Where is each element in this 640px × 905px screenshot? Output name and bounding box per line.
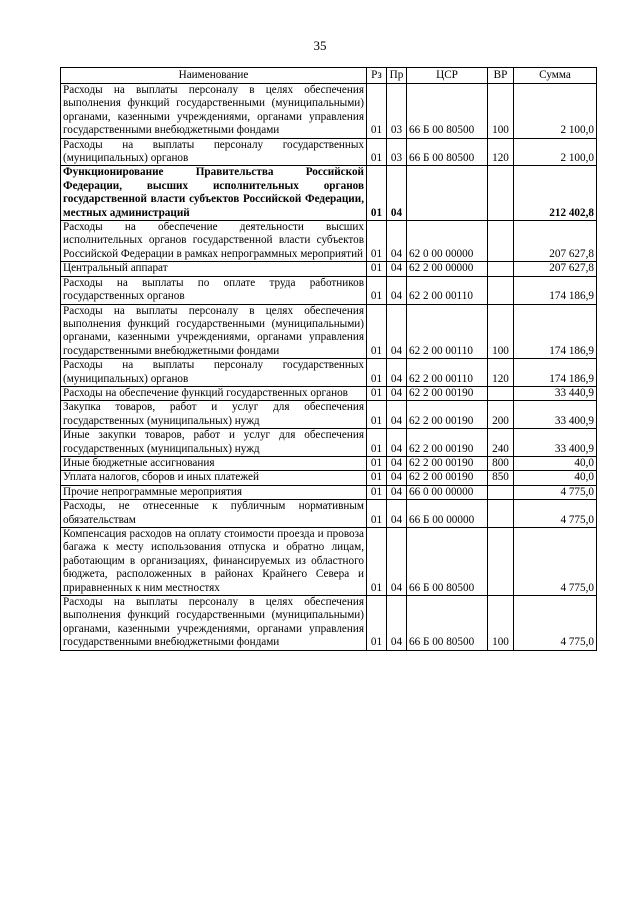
cell-csr: 62 2 00 00000 xyxy=(407,262,488,276)
cell-vr: 240 xyxy=(488,429,514,457)
cell-name: Расходы на выплаты по оплате труда работников государственных органов xyxy=(61,276,367,304)
cell-name: Расходы на выплаты персоналу государственных (муниципальных) органов xyxy=(61,138,367,166)
cell-name: Компенсация расходов на оплату стоимости проезда и провоза багажа к месту использования отпуска и обратно лицам, работающим в организациях, финансируемых из областного бюджета, расположенных в районах Крайнего Севера и приравненных к ним местностях xyxy=(61,528,367,596)
cell-csr: 62 2 00 00190 xyxy=(407,429,488,457)
table-row xyxy=(61,485,597,499)
header-name: Наименование xyxy=(61,68,367,84)
cell-csr: 62 2 00 00190 xyxy=(407,456,488,470)
cell-csr: 62 0 00 00000 xyxy=(407,221,488,262)
cell-sum: 207 627,8 xyxy=(514,221,597,262)
cell-pr: 04 xyxy=(387,401,407,429)
cell-rz: 01 xyxy=(367,401,387,429)
cell-rz: 01 xyxy=(367,429,387,457)
table-row xyxy=(61,456,597,470)
cell-vr: 120 xyxy=(488,359,514,387)
budget-table xyxy=(60,67,597,651)
table-header-row xyxy=(61,68,597,84)
cell-pr: 04 xyxy=(387,471,407,485)
table-row xyxy=(61,138,597,166)
cell-pr: 03 xyxy=(387,84,407,139)
table-row xyxy=(61,500,597,528)
cell-rz: 01 xyxy=(367,359,387,387)
cell-pr: 04 xyxy=(387,166,407,221)
cell-sum: 4 775,0 xyxy=(514,500,597,528)
cell-vr xyxy=(488,221,514,262)
cell-sum: 207 627,8 xyxy=(514,262,597,276)
cell-pr: 04 xyxy=(387,500,407,528)
cell-csr: 62 2 00 00110 xyxy=(407,276,488,304)
cell-sum: 4 775,0 xyxy=(514,528,597,596)
cell-pr: 04 xyxy=(387,221,407,262)
header-vr: ВР xyxy=(488,68,514,84)
cell-vr: 100 xyxy=(488,596,514,651)
cell-name: Функционирование Правительства Российской Федерации, высших исполнительных органов государственной власти субъектов Российской Федерации, местных администраций xyxy=(61,166,367,221)
cell-csr: 66 Б 00 80500 xyxy=(407,138,488,166)
cell-name: Расходы на выплаты персоналу государственных (муниципальных) органов xyxy=(61,359,367,387)
cell-csr: 62 2 00 00110 xyxy=(407,359,488,387)
cell-rz: 01 xyxy=(367,276,387,304)
cell-pr: 03 xyxy=(387,138,407,166)
cell-name: Расходы на выплаты персоналу в целях обеспечения выполнения функций государственными (муниципальными) органами, казенными учреждениями, органами управления государственными внебюджетными фондами xyxy=(61,84,367,139)
header-pr: Пр xyxy=(387,68,407,84)
cell-name: Иные бюджетные ассигнования xyxy=(61,456,367,470)
cell-rz: 01 xyxy=(367,304,387,359)
cell-vr xyxy=(488,386,514,400)
cell-sum: 174 186,9 xyxy=(514,304,597,359)
cell-rz: 01 xyxy=(367,262,387,276)
table-row xyxy=(61,304,597,359)
cell-rz: 01 xyxy=(367,500,387,528)
cell-csr: 66 0 00 00000 xyxy=(407,485,488,499)
cell-csr: 62 2 00 00190 xyxy=(407,401,488,429)
header-csr: ЦСР xyxy=(407,68,488,84)
cell-name: Уплата налогов, сборов и иных платежей xyxy=(61,471,367,485)
cell-pr: 04 xyxy=(387,304,407,359)
cell-csr: 66 Б 00 80500 xyxy=(407,84,488,139)
cell-vr xyxy=(488,500,514,528)
cell-name: Расходы на выплаты персоналу в целях обеспечения выполнения функций государственными (муниципальными) органами, казенными учреждениями, органами управления государственными внебюджетными фондами xyxy=(61,304,367,359)
table-row xyxy=(61,262,597,276)
cell-name: Закупка товаров, работ и услуг для обеспечения государственных (муниципальных) нужд xyxy=(61,401,367,429)
cell-rz: 01 xyxy=(367,528,387,596)
table-row xyxy=(61,84,597,139)
table-row xyxy=(61,386,597,400)
cell-name: Расходы на обеспечение деятельности высших исполнительных органов государственной власти субъектов Российской Федерации в рамках непрограммных мероприятий xyxy=(61,221,367,262)
cell-rz: 01 xyxy=(367,471,387,485)
cell-vr: 100 xyxy=(488,84,514,139)
cell-pr: 04 xyxy=(387,262,407,276)
cell-name: Иные закупки товаров, работ и услуг для обеспечения государственных (муниципальных) нужд xyxy=(61,429,367,457)
cell-pr: 04 xyxy=(387,359,407,387)
cell-rz: 01 xyxy=(367,596,387,651)
cell-name: Расходы, не отнесенные к публичным нормативным обязательствам xyxy=(61,500,367,528)
cell-sum: 40,0 xyxy=(514,456,597,470)
cell-rz: 01 xyxy=(367,485,387,499)
cell-csr: 62 2 00 00190 xyxy=(407,471,488,485)
cell-csr: 66 Б 00 00000 xyxy=(407,500,488,528)
cell-pr: 04 xyxy=(387,528,407,596)
cell-sum: 2 100,0 xyxy=(514,84,597,139)
cell-csr: 66 Б 00 80500 xyxy=(407,596,488,651)
cell-pr: 04 xyxy=(387,386,407,400)
cell-name: Расходы на обеспечение функций государственных органов xyxy=(61,386,367,400)
cell-rz: 01 xyxy=(367,386,387,400)
cell-name: Прочие непрограммные мероприятия xyxy=(61,485,367,499)
cell-rz: 01 xyxy=(367,456,387,470)
cell-pr: 04 xyxy=(387,456,407,470)
cell-pr: 04 xyxy=(387,485,407,499)
table-row xyxy=(61,429,597,457)
cell-sum: 174 186,9 xyxy=(514,359,597,387)
header-sum: Сумма xyxy=(514,68,597,84)
cell-rz: 01 xyxy=(367,84,387,139)
cell-csr: 66 Б 00 80500 xyxy=(407,528,488,596)
table-row xyxy=(61,166,597,221)
cell-sum: 33 400,9 xyxy=(514,401,597,429)
table-row xyxy=(61,471,597,485)
cell-sum: 4 775,0 xyxy=(514,485,597,499)
cell-sum: 4 775,0 xyxy=(514,596,597,651)
cell-vr xyxy=(488,166,514,221)
cell-vr xyxy=(488,276,514,304)
cell-sum: 40,0 xyxy=(514,471,597,485)
cell-vr xyxy=(488,485,514,499)
cell-vr: 200 xyxy=(488,401,514,429)
page-number: 35 xyxy=(313,38,327,53)
cell-vr: 120 xyxy=(488,138,514,166)
cell-sum: 2 100,0 xyxy=(514,138,597,166)
cell-pr: 04 xyxy=(387,596,407,651)
table-row xyxy=(61,596,597,651)
cell-vr xyxy=(488,262,514,276)
cell-csr: 62 2 00 00190 xyxy=(407,386,488,400)
cell-name: Центральный аппарат xyxy=(61,262,367,276)
cell-csr: 62 2 00 00110 xyxy=(407,304,488,359)
header-rz: Рз xyxy=(367,68,387,84)
cell-vr: 850 xyxy=(488,471,514,485)
cell-vr: 800 xyxy=(488,456,514,470)
cell-vr: 100 xyxy=(488,304,514,359)
table-row xyxy=(61,276,597,304)
cell-rz: 01 xyxy=(367,221,387,262)
table-row xyxy=(61,221,597,262)
cell-vr xyxy=(488,528,514,596)
table-row xyxy=(61,528,597,596)
cell-sum: 33 440,9 xyxy=(514,386,597,400)
cell-sum: 33 400,9 xyxy=(514,429,597,457)
table-row xyxy=(61,359,597,387)
table-row xyxy=(61,401,597,429)
cell-csr xyxy=(407,166,488,221)
cell-sum: 174 186,9 xyxy=(514,276,597,304)
cell-rz: 01 xyxy=(367,166,387,221)
cell-name: Расходы на выплаты персоналу в целях обеспечения выполнения функций государственными (муниципальными) органами, казенными учреждениями, органами управления государственными внебюджетными фондами xyxy=(61,596,367,651)
cell-pr: 04 xyxy=(387,429,407,457)
cell-sum: 212 402,8 xyxy=(514,166,597,221)
cell-pr: 04 xyxy=(387,276,407,304)
cell-rz: 01 xyxy=(367,138,387,166)
